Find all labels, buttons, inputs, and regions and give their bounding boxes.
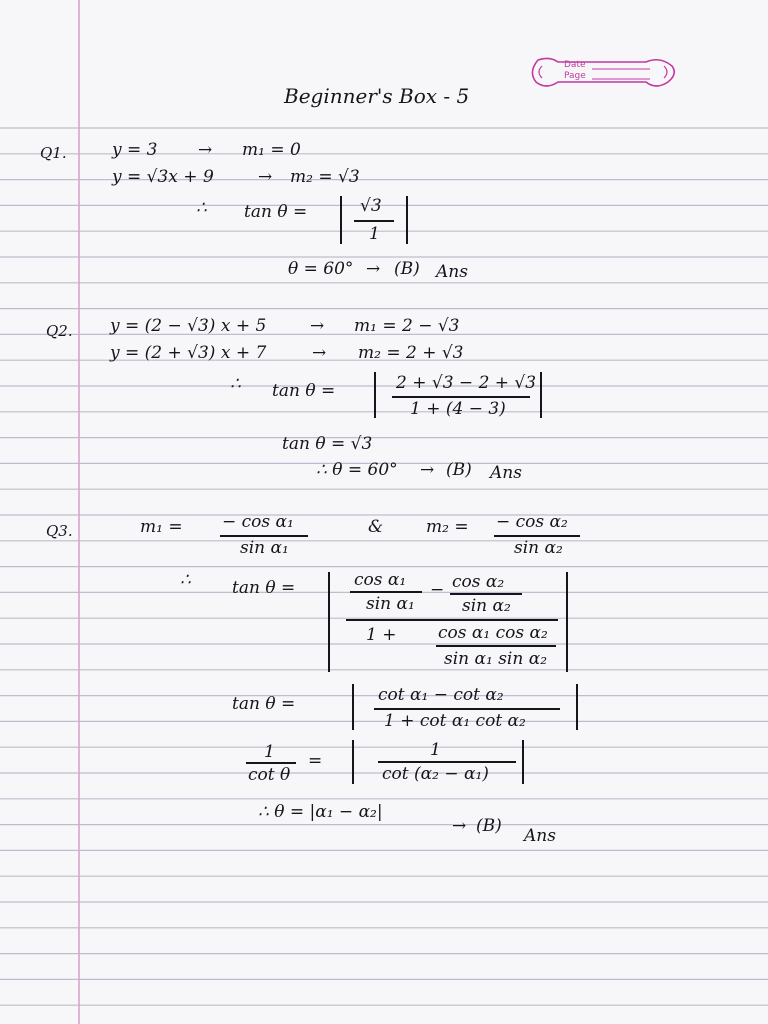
q1-line1-arrow: → [198, 140, 213, 160]
q2-line1-arrow: → [310, 316, 325, 336]
q3-rhs-bar [378, 761, 516, 763]
q2-abs-left [374, 372, 376, 418]
q3-result: ∴ θ = |α₁ − α₂| [258, 802, 383, 822]
q1-line2-equation: y = √3x + 9 [112, 167, 214, 187]
q1-abs-left [340, 196, 342, 244]
q3-f2-numerator: cos α₂ [452, 572, 505, 592]
q3-rhs-abs-right [522, 740, 524, 784]
q2-line2-slope: m₂ = 2 + √3 [358, 343, 464, 363]
q2-result: ∴ θ = 60° [316, 460, 398, 480]
q2-line1-slope: m₁ = 2 − √3 [354, 316, 460, 336]
q3-m2-label: m₂ = [426, 517, 469, 537]
q2-label: Q2. [46, 322, 73, 340]
q1-abs-right [406, 196, 408, 244]
q2-fraction-bar [392, 396, 530, 398]
q3-f1-numerator: cos α₁ [354, 570, 407, 590]
q1-tan-denominator: 1 [369, 224, 380, 244]
q3-tan-label: tan θ = [232, 578, 296, 598]
q3-minus: − [430, 580, 445, 600]
q3-tan2-abs-right [576, 684, 578, 730]
q3-inverse-bar [246, 762, 296, 764]
q1-line2-arrow: → [258, 167, 273, 187]
q3-m1-label: m₁ = [140, 517, 183, 537]
q3-equals: = [308, 751, 323, 771]
q3-f2-bar [450, 593, 522, 595]
page-title: Beginner's Box - 5 [284, 84, 470, 108]
q3-label: Q3. [46, 522, 73, 540]
q3-tan2-label: tan θ = [232, 694, 296, 714]
q1-label: Q1. [40, 144, 67, 162]
q2-result-ans: Ans [490, 463, 522, 483]
q1-tan-numerator: √3 [360, 196, 382, 216]
q1-result-choice: (B) [394, 259, 420, 279]
q3-f2-denominator: sin α₂ [462, 596, 511, 616]
q3-result-choice: (B) [476, 816, 502, 836]
q3-rhs-denominator: cot (α₂ − α₁) [382, 764, 489, 784]
q3-tan2-abs-left [352, 684, 354, 730]
q3-therefore: ∴ [180, 570, 191, 590]
q1-line2-slope: m₂ = √3 [290, 167, 360, 187]
q1-tan-label: tan θ = [244, 202, 308, 222]
q2-tan-label: tan θ = [272, 381, 336, 401]
q3-m2-denominator: sin α₂ [514, 538, 563, 558]
q2-abs-right [540, 372, 542, 418]
q3-abs-left [328, 572, 330, 672]
q3-main-fraction-bar [346, 619, 558, 621]
q3-result-arrow: → [452, 816, 467, 836]
q1-line1-slope: m₁ = 0 [242, 140, 301, 160]
q1-result-arrow: → [366, 259, 381, 279]
q1-result-ans: Ans [436, 262, 468, 282]
q3-inverse-numerator: 1 [264, 742, 275, 762]
q3-tan2-bar [374, 708, 560, 710]
q3-abs-right [566, 572, 568, 672]
q2-line2-equation: y = (2 + √3) x + 7 [110, 343, 267, 363]
q3-tan2-numerator: cot α₁ − cot α₂ [378, 685, 504, 705]
stamp-page-label: Page [564, 71, 586, 81]
q2-line2-arrow: → [312, 343, 327, 363]
q1-result: θ = 60° [288, 259, 354, 279]
q1-therefore: ∴ [196, 198, 207, 218]
q3-tan2-denominator: 1 + cot α₁ cot α₂ [384, 711, 526, 731]
q3-m2-numerator: − cos α₂ [496, 512, 568, 532]
q3-inverse-denominator: cot θ [248, 765, 291, 785]
q3-m1-numerator: − cos α₁ [222, 512, 294, 532]
q3-m1-fraction-bar [220, 535, 308, 537]
stamp-scroll-icon [528, 52, 678, 92]
q3-f1-denominator: sin α₁ [366, 594, 415, 614]
q3-f3-bar [436, 645, 556, 647]
q2-result-choice: (B) [446, 460, 472, 480]
q2-line1-equation: y = (2 − √3) x + 5 [110, 316, 267, 336]
q3-m2-fraction-bar [494, 535, 580, 537]
date-page-stamp [528, 52, 678, 92]
stamp-date-label: Date [564, 60, 586, 70]
q3-f3-denominator: sin α₁ sin α₂ [444, 649, 548, 669]
q3-m1-denominator: sin α₁ [240, 538, 289, 558]
q3-rhs-numerator: 1 [430, 740, 441, 760]
q2-tan-result: tan θ = √3 [282, 434, 373, 454]
q2-therefore: ∴ [230, 374, 241, 394]
q1-fraction-bar [354, 220, 394, 222]
q2-tan-denominator: 1 + (4 − 3) [410, 399, 506, 419]
q3-f3-numerator: cos α₁ cos α₂ [438, 623, 548, 643]
q3-f1-bar [350, 591, 422, 593]
q3-ampersand: & [368, 517, 384, 537]
q3-rhs-abs-left [352, 740, 354, 784]
q3-result-ans: Ans [524, 826, 556, 846]
q1-line1-equation: y = 3 [112, 140, 158, 160]
q2-tan-numerator: 2 + √3 − 2 + √3 [396, 373, 537, 393]
q2-result-arrow: → [420, 460, 435, 480]
q3-one-plus: 1 + [366, 625, 397, 645]
